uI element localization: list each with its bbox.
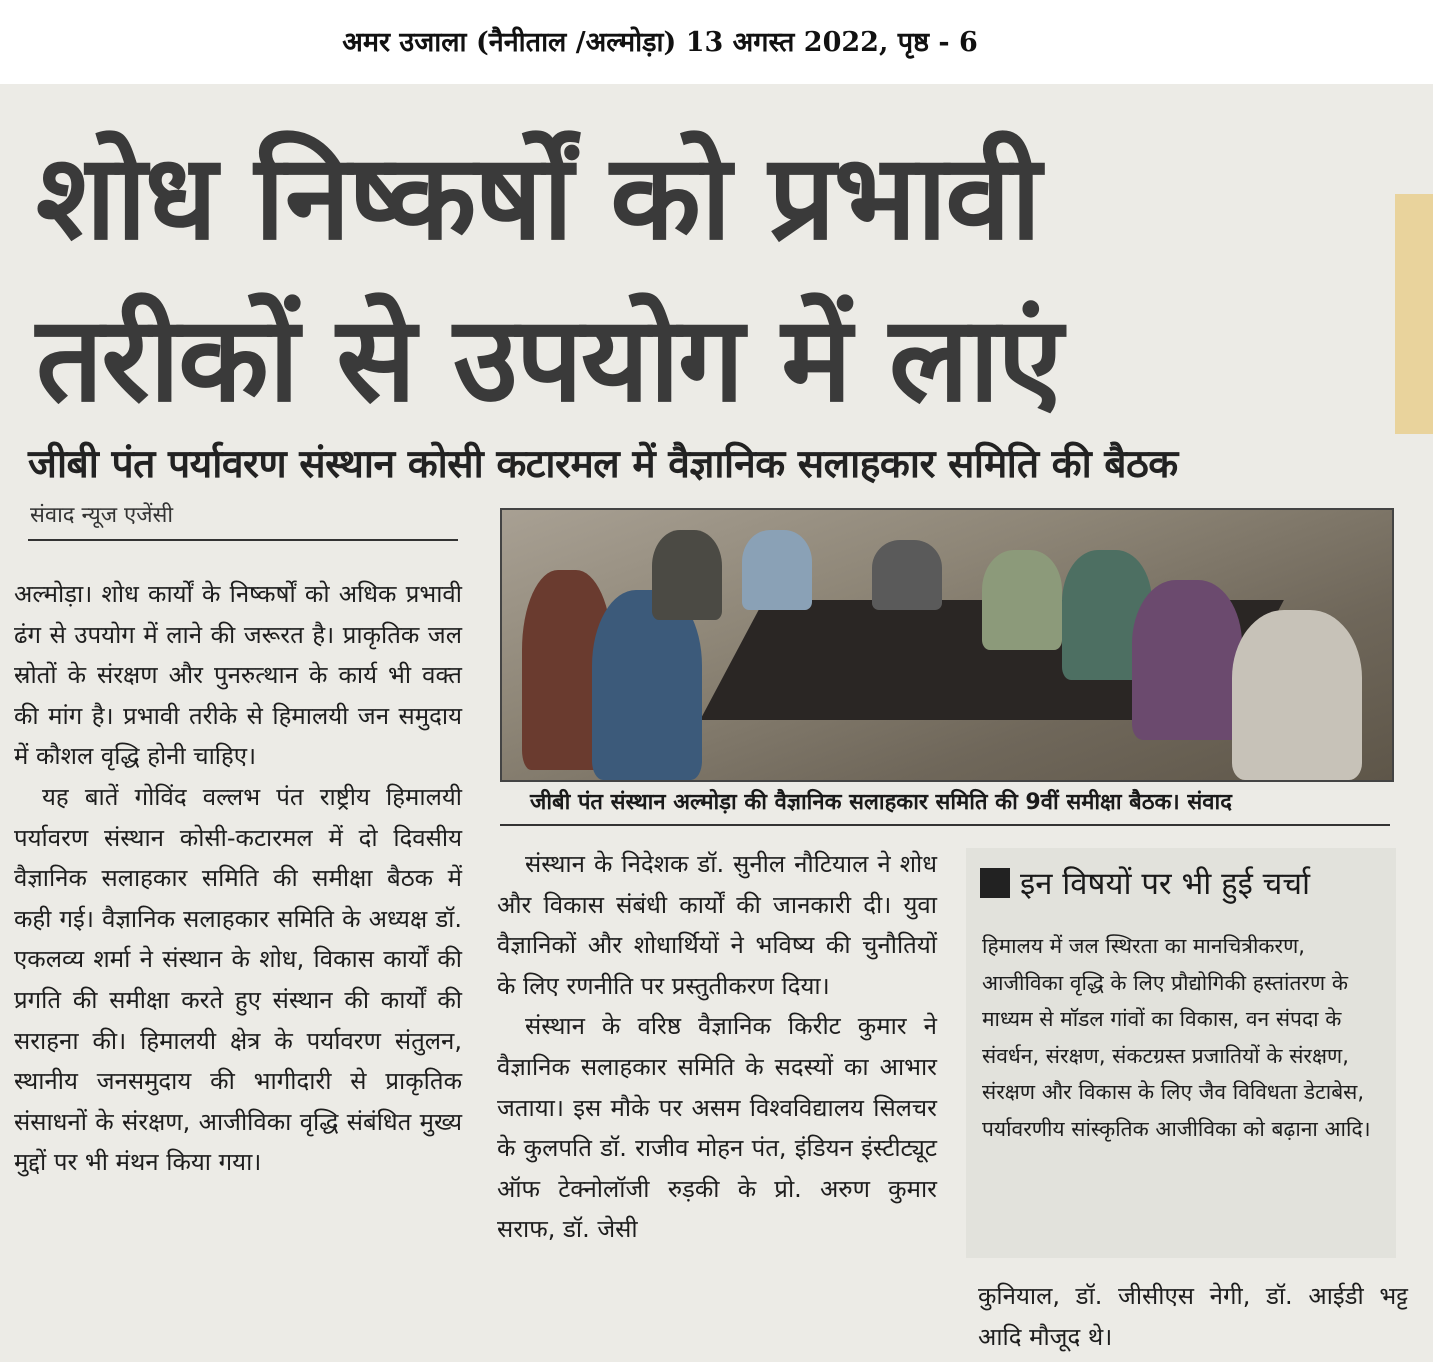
article-column-1 (14, 574, 462, 1183)
photo-person (1232, 610, 1362, 780)
photo-person (982, 550, 1062, 650)
meeting-photo (500, 508, 1394, 782)
headline-line-1: शोध निष्कर्षों को प्रभावी (36, 128, 1040, 266)
square-bullet-icon (980, 868, 1010, 898)
sidebar-box-body: हिमालय में जल स्थिरता का मानचित्रीकरण, आजीविका वृद्धि के लिए प्रौद्योगिकी हस्तांतरण के माध्यम से मॉडल गांवों का विकास, वन संपदा के संवर्धन, संरक्षण, संकटग्रस्त प्रजातियों के संरक्षण, संरक्षण और विकास के लिए जैव विविधता डेटाबेस, पर्यावरणीय सांस्कृतिक आजीविका को बढ़ाना आदि। (982, 934, 1371, 1141)
photo-person (872, 540, 942, 610)
sidebar-box-title-text: इन विषयों पर भी हुई चर्चा (1020, 866, 1311, 902)
sidebar-box (966, 848, 1396, 1258)
sidebar-box-title (980, 862, 1310, 904)
source-line: अमर उजाला (नैनीताल /अल्मोड़ा) 13 अगस्त 2022, पृष्ठ - 6 (342, 27, 978, 58)
newspaper-clipping (0, 84, 1433, 1362)
photo-caption: जीबी पंत संस्थान अल्मोड़ा की वैज्ञानिक सलाहकार समिति की 9वीं समीक्षा बैठक। संवाद (530, 790, 1232, 815)
byline-rule (28, 539, 458, 541)
byline: संवाद न्यूज एजेंसी (30, 503, 174, 528)
photo-person (742, 530, 812, 610)
photo-person (652, 530, 722, 620)
caption-rule (500, 824, 1390, 826)
column-1-paragraph-1: अल्मोड़ा। शोध कार्यों के निष्कर्षों को अधिक प्रभावी ढंग से उपयोग में लाने की जरूरत है। प्राकृतिक जल स्रोतों के संरक्षण और पुनरुत्थान के कार्य भी वक्त की मांग है। प्रभावी तरीके से हिमालयी जन समुदाय में कौशल वृद्धि होनी चाहिए। (14, 580, 462, 771)
headline-line-2: तरीकों से उपयोग में लाएं (36, 290, 1061, 428)
column-2-paragraph-2: संस्थान के वरिष्ठ वैज्ञानिक किरीट कुमार ने वैज्ञानिक सलाहकार समिति के सदस्यों का आभार जताया। इस मौके पर असम विश्वविद्यालय सिलचर के कुलपति डॉ. राजीव मोहन पंत, इंडियन इंस्टीट्यूट ऑफ टेक्नोलॉजी रुड़की के प्रो. अरुण कुमार सराफ, डॉ. जेसी (497, 1012, 937, 1244)
article-column-2 (497, 844, 937, 1250)
adjacent-page-edge (1395, 194, 1433, 434)
photo-person (1132, 580, 1242, 740)
column-2-paragraph-1: संस्थान के निदेशक डॉ. सुनील नौटियाल ने शोध और विकास संबंधी कार्यों की जानकारी दी। युवा वैज्ञानिकों और शोधार्थियों ने भविष्य की चुनौतियों के लिए रणनीति पर प्रस्तुतीकरण दिया। (497, 850, 937, 1000)
article-column-3 (978, 1276, 1408, 1357)
column-3-paragraph: कुनियाल, डॉ. जीसीएस नेगी, डॉ. आईडी भट्ट आदि मौजूद थे। (978, 1282, 1408, 1351)
column-1-paragraph-2: यह बातें गोविंद वल्लभ पंत राष्ट्रीय हिमालयी पर्यावरण संस्थान कोसी-कटारमल में दो दिवसीय वैज्ञानिक सलाहकार समिति की समीक्षा बैठक में कही गई। वैज्ञानिक सलाहकार समिति के अध्यक्ष डॉ. एकलव्य शर्मा ने संस्थान के शोध, विकास कार्यों की प्रगति की समीक्षा करते हुए संस्थान की कार्यों की सराहना की। हिमालयी क्षेत्र के पर्यावरण संतुलन, स्थानीय जनसमुदाय की भागीदारी से प्राकृतिक संसाधनों के संरक्षण, आजीविका वृद्धि संबंधित मुख्य मुद्दों पर भी मंथन किया गया। (14, 782, 462, 1177)
subheadline: जीबी पंत पर्यावरण संस्थान कोसी कटारमल में वैज्ञानिक सलाहकार समिति की बैठक (28, 442, 1178, 487)
